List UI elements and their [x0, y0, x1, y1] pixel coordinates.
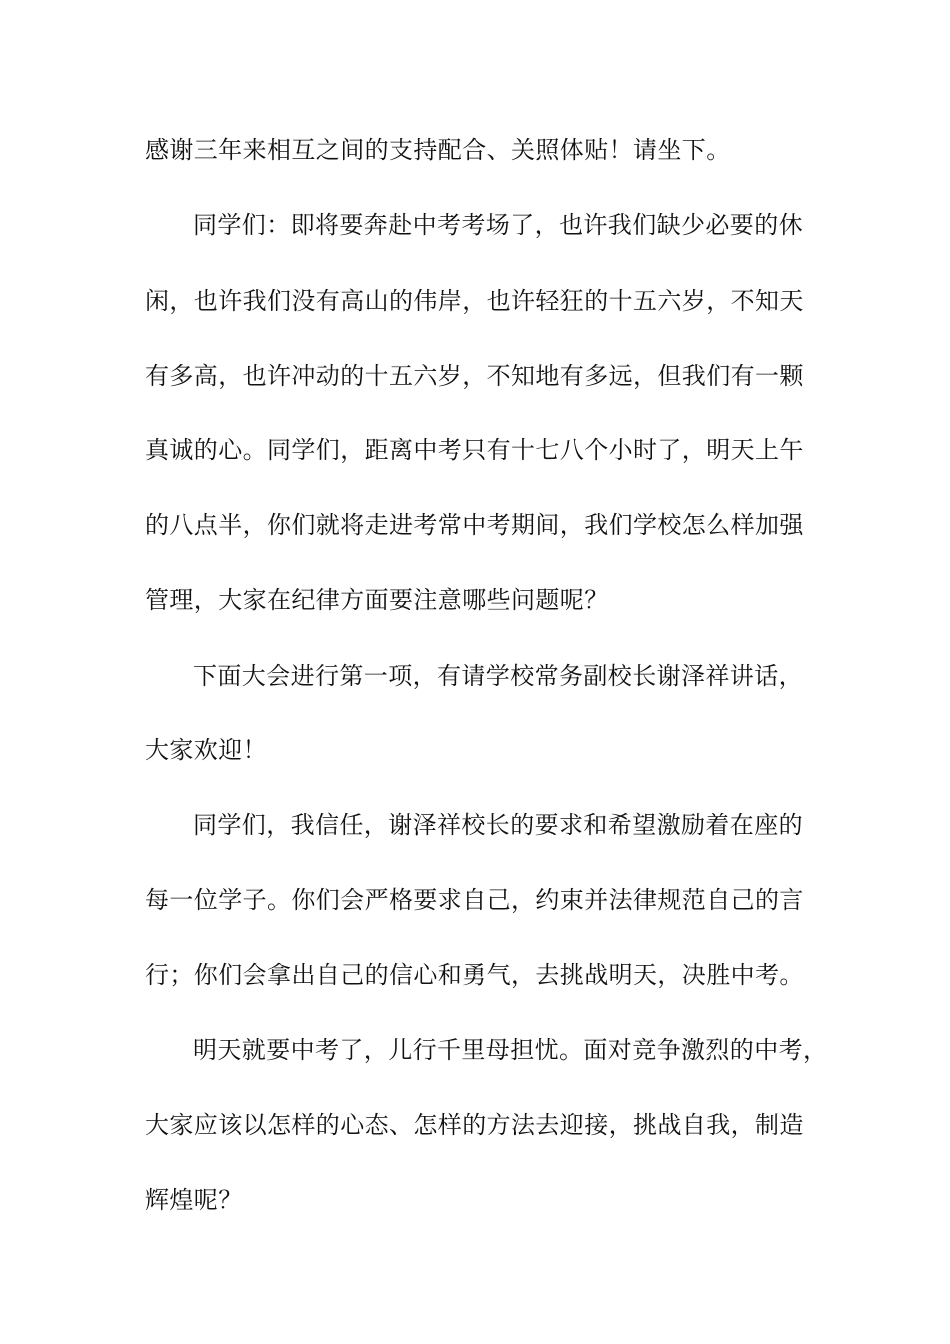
text-line: 真诚的心。同学们，距离中考只有十七八个小时了，明天上午: [145, 436, 804, 464]
text-line: 辉煌呢？: [145, 1186, 243, 1214]
text-line: 有多高，也许冲动的十五六岁，不知地有多远，但我们有一颗: [145, 362, 804, 390]
text-line: 感谢三年来相互之间的支持配合、关照体贴！请坐下。: [145, 136, 731, 164]
text-line: 大家应该以怎样的心态、怎样的方法去迎接，挑战自我，制造: [145, 1111, 804, 1139]
paragraph-start-line: 下面大会进行第一项，有请学校常务副校长谢泽祥讲话，: [193, 662, 803, 690]
text-line: 的八点半，你们就将走进考常中考期间，我们学校怎么样加强: [145, 511, 804, 539]
paragraph-start-line: 明天就要中考了，儿行千里母担忧。面对竞争激烈的中考，: [193, 1036, 828, 1064]
text-line: 行；你们会拿出自己的信心和勇气，去挑战明天，决胜中考。: [145, 961, 804, 989]
text-line: 每一位学子。你们会严格要求自己，约束并法律规范自己的言: [145, 886, 804, 914]
text-line: 闲，也许我们没有高山的伟岸，也许轻狂的十五六岁，不知天: [145, 287, 804, 315]
paragraph-start-line: 同学们：即将要奔赴中考考场了，也许我们缺少必要的休: [193, 211, 803, 239]
paragraph-start-line: 同学们，我信任，谢泽祥校长的要求和希望激励着在座的: [193, 811, 803, 839]
text-line: 管理，大家在纪律方面要注意哪些问题呢？: [145, 586, 609, 614]
text-line: 大家欢迎！: [145, 736, 267, 764]
